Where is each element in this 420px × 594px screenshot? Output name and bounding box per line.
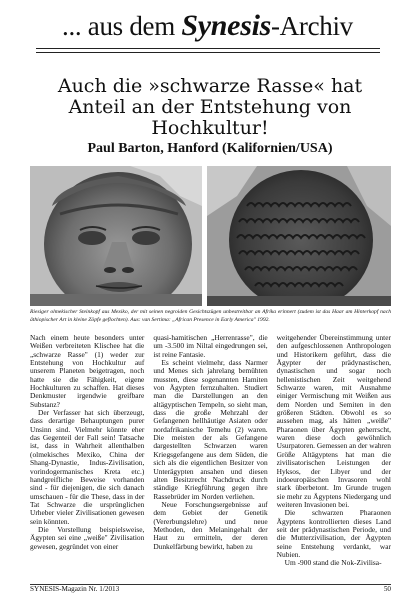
olmec-head-photo-left: [30, 166, 202, 306]
paragraph: weitgehender Übereinstimmung unter den aufgeschlossenen Anthropologen und Historikern geführt, dass die Ägypter der prädynastischen, dynastischen und sogar noch hellenistischen Zeit weitgehend Schwarze waren, mit Ausnahme einiger Vermischung mit Weißen aus dem Norden und Semiten in den größeren Städten. Obwohl es so aussehen mag, als hätten „weiße" Pharaonen über Ägypten geherrscht, waren diese doch gewöhnlich Usurpatoren. Gemessen an der wahren Größe Altägyptens hat man die zivilisatorischen Leistungen der Hyksos, der Libyer und der indoeuropäischen Invasoren wohl stark überbetont. Im Grunde trugen sie mehr zu Ägyptens Niedergang und weiteren Invasionen bei.: [276, 333, 391, 509]
page-number: 50: [383, 585, 391, 593]
paragraph: Die Vorstellung beispielsweise, Ägypten sei eine „weiße" Zivilisation gewesen, gegründet von einer: [30, 524, 145, 551]
article-body: [30, 334, 391, 587]
header-rule: [36, 48, 380, 49]
olmec-head-photo-right: [207, 166, 391, 306]
paragraph: Es scheint vielmehr, dass Narmer und Menes sich jahrelang bemühten mussten, diese sogenannten Hamiten von Ägypten fernzuhalten. Studiert man die Darstellungen an den altägyptischen Tempeln, so sieht man, dass die große Mehrzahl der Gefangenen hellhäutige Asiaten oder nordafrikanische Temehu (2) waren. Die meisten der als Gefangene dargestellten Schwarzen waren Kriegsgefangene aus dem Süden, die sich als die eigentlichen Besitzer von Unterägypten ansahen und diesen alten Besitzrecht Nachdruck durch ständige Kriegführung gegen ihre Rassebrüder im Norden verliehen.: [153, 358, 268, 501]
header-suffix: -Archiv: [270, 11, 353, 41]
article-column-1: [30, 334, 144, 587]
paragraph: quasi-hamitischen „Herrenrasse", die um -3.500 im Niltal eingedrungen sei, ist reine Fantasie.: [153, 333, 268, 359]
paragraph: Um -900 stand die Nok-Zivilisa-: [284, 558, 382, 568]
paragraph: Neue Forschungsergebnisse auf dem Gebiet der Genetik (Vererbungslehre) und neue Methoden, den Melaningehalt der Haut zu ermitteln, der deren Dunkelfärbung bewirkt, haben zu: [153, 499, 268, 551]
article-column-3: [277, 334, 391, 587]
header-prefix: ... aus dem: [62, 11, 182, 41]
header-magazine-name: Synesis: [181, 9, 271, 42]
article-column-2: [153, 334, 267, 587]
paragraph: Die schwarzen Pharaonen Ägyptens kontrollierten dieses Land seit der prädynastischen Periode, und die Mutterzivilisation, der Ägypten seine Entstehung verdankt, war Nubien.: [276, 508, 391, 559]
header-rule-thin: [36, 52, 380, 53]
section-header-title: [62, 8, 353, 44]
paragraph: Nach einem heute besonders unter Weißen verbreiteten Klischee hat die „schwarze Rasse" (1) weder zur Entstehung von Hochkultur auf unserem Planeten beigetragen, noch hatte sie die Fähigkeit, eigene Hochkulturen zu schaffen. Hat dieses Denkmuster irgendwie greifbare Substanz?: [30, 333, 145, 409]
article-author: Paul Barton, Hanford (Kalifornien/USA): [87, 141, 333, 156]
page-footer: [30, 585, 391, 594]
section-header: [0, 6, 420, 56]
photo-caption: Riesiger olmekischer Steinkopf aus Mexiko, der mit seinen negroiden Gesichtszügen unbestreitbar an Afrika erinnert (zudem ist das Haar am Hinterkopf nach äthiopischer Art in kleine Zöpfe geflochten). Aus: van Sertima: „African Presence in Early America" 1992.: [30, 309, 391, 323]
article-title: Auch die »schwarze Rasse« hat Anteil an der Entstehung von Hochkultur!: [57, 75, 363, 139]
paragraph: Der Verfasser hat sich überzeugt, dass derartige Behauptungen purer Unsinn sind. Vielmehr könnte eher das Gegenteil der Fall sein! Tatsache ist, dass in Wahrheit allenthalben (olmekisches Mexiko, China der Shang-Dynastie, Indus-Zivilisation, vorindogermanisches Kreta etc.) handgreifliche Beweise vorhanden sind - für diejenigen, die sich danach umschauen - für die These, dass in der Tat Schwarze die ursprünglichen Urheber vieler Zivilisationen gewesen sein könnten.: [30, 408, 145, 526]
footer-magazine-issue: SYNESIS-Magazin Nr. 1/2013: [30, 585, 120, 593]
